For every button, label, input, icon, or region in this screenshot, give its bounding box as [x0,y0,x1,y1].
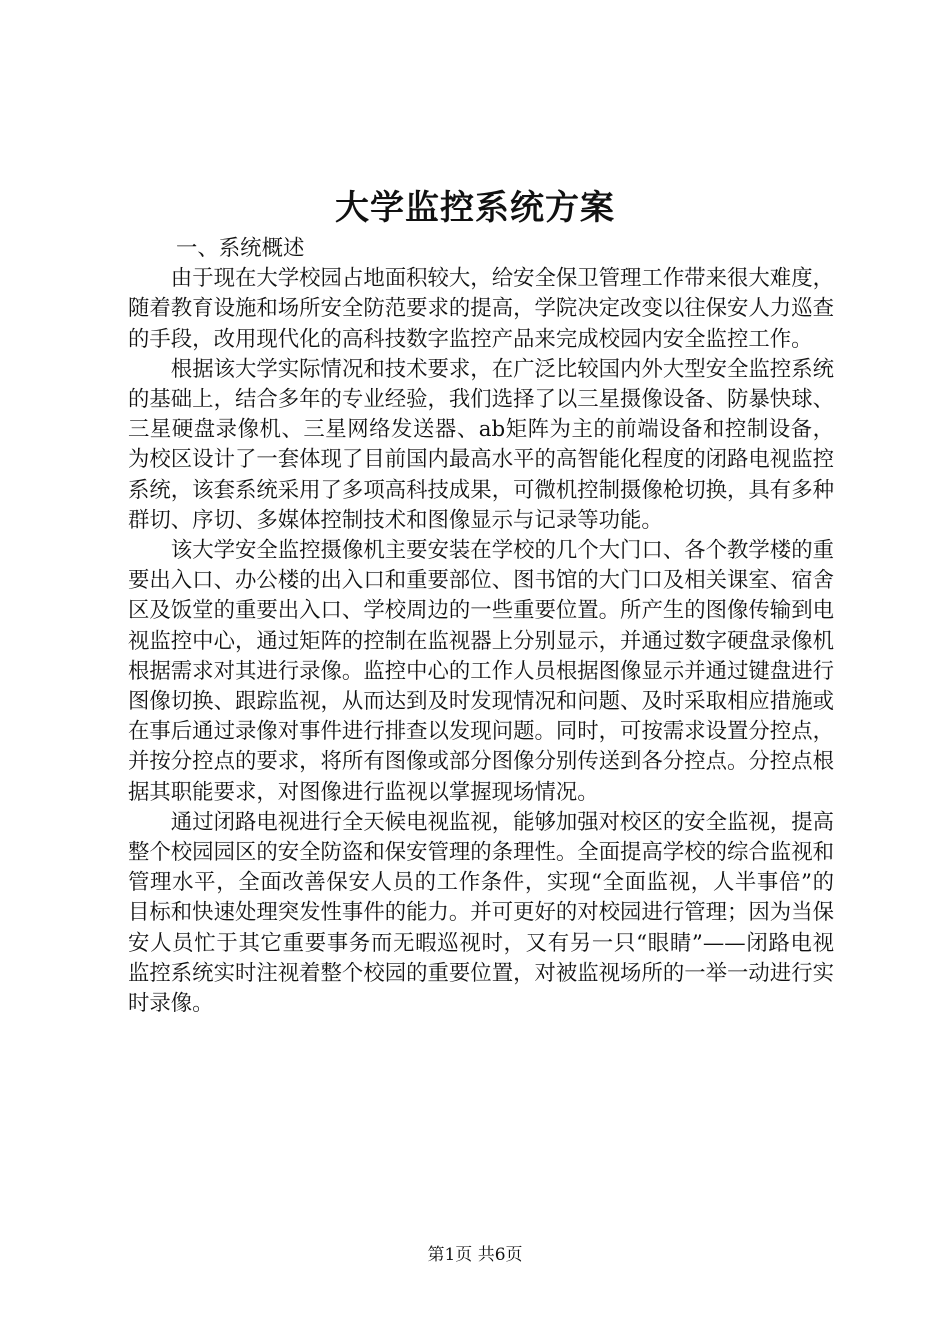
paragraph: 该大学安全监控摄像机主要安装在学校的几个大门口、各个教学楼的重要出入口、办公楼的出入口和重要部位、图书馆的大门口及相关课室、宿舍区及饭堂的重要出入口、学校周边的一些重要位置。所产生的图像传输到电视监控中心，通过矩阵的控制在监视器上分别显示，并通过数字硬盘录像机根据需求对其进行录像。监控中心的工作人员根据图像显示并通过键盘进行图像切换、跟踪监视，从而达到及时发现情况和问题、及时采取相应措施或在事后通过录像对事件进行排查以发现问题。同时，可按需求设置分控点，并按分控点的要求，将所有图像或部分图像分别传送到各分控点。分控点根据其职能要求，对图像进行监视以掌握现场情况。 [128,538,834,805]
paragraph: 由于现在大学校园占地面积较大，给安全保卫管理工作带来很大难度，随着教育设施和场所安全防范要求的提高，学院决定改变以往保安人力巡查的手段，改用现代化的高科技数字监控产品来完成校园内安全监控工作。 [128,266,834,352]
paragraph: 根据该大学实际情况和技术要求，在广泛比较国内外大型安全监控系统的基础上，结合多年的专业经验，我们选择了以三星摄像设备、防暴快球、三星硬盘录像机、三星网络发送器、ab矩阵为主的前端设备和控制设备，为校区设计了一套体现了目前国内最高水平的高智能化程度的闭路电视监控系统，该套系统采用了多项高科技成果，可微机控制摄像枪切换，具有多种群切、序切、多媒体控制技术和图像显示与记录等功能。 [128,356,834,533]
document-body [128,234,834,1019]
document-title: 大学监控系统方案 [335,188,615,228]
page-footer: 第1页 共6页 [427,1245,523,1265]
paragraph: 通过闭路电视进行全天候电视监视，能够加强对校区的安全监视，提高整个校园园区的安全防盗和保安管理的条理性。全面提高学校的综合监视和管理水平，全面改善保安人员的工作条件，实现“全面监视，人半事倍”的目标和快速处理突发性事件的能力。并可更好的对校园进行管理；因为当保安人员忙于其它重要事务而无暇巡视时，又有另一只“眼睛”——闭路电视监控系统实时注视着整个校园的重要位置，对被监视场所的一举一动进行实时录像。 [128,809,834,1017]
section-heading: 一、系统概述 [176,236,305,261]
